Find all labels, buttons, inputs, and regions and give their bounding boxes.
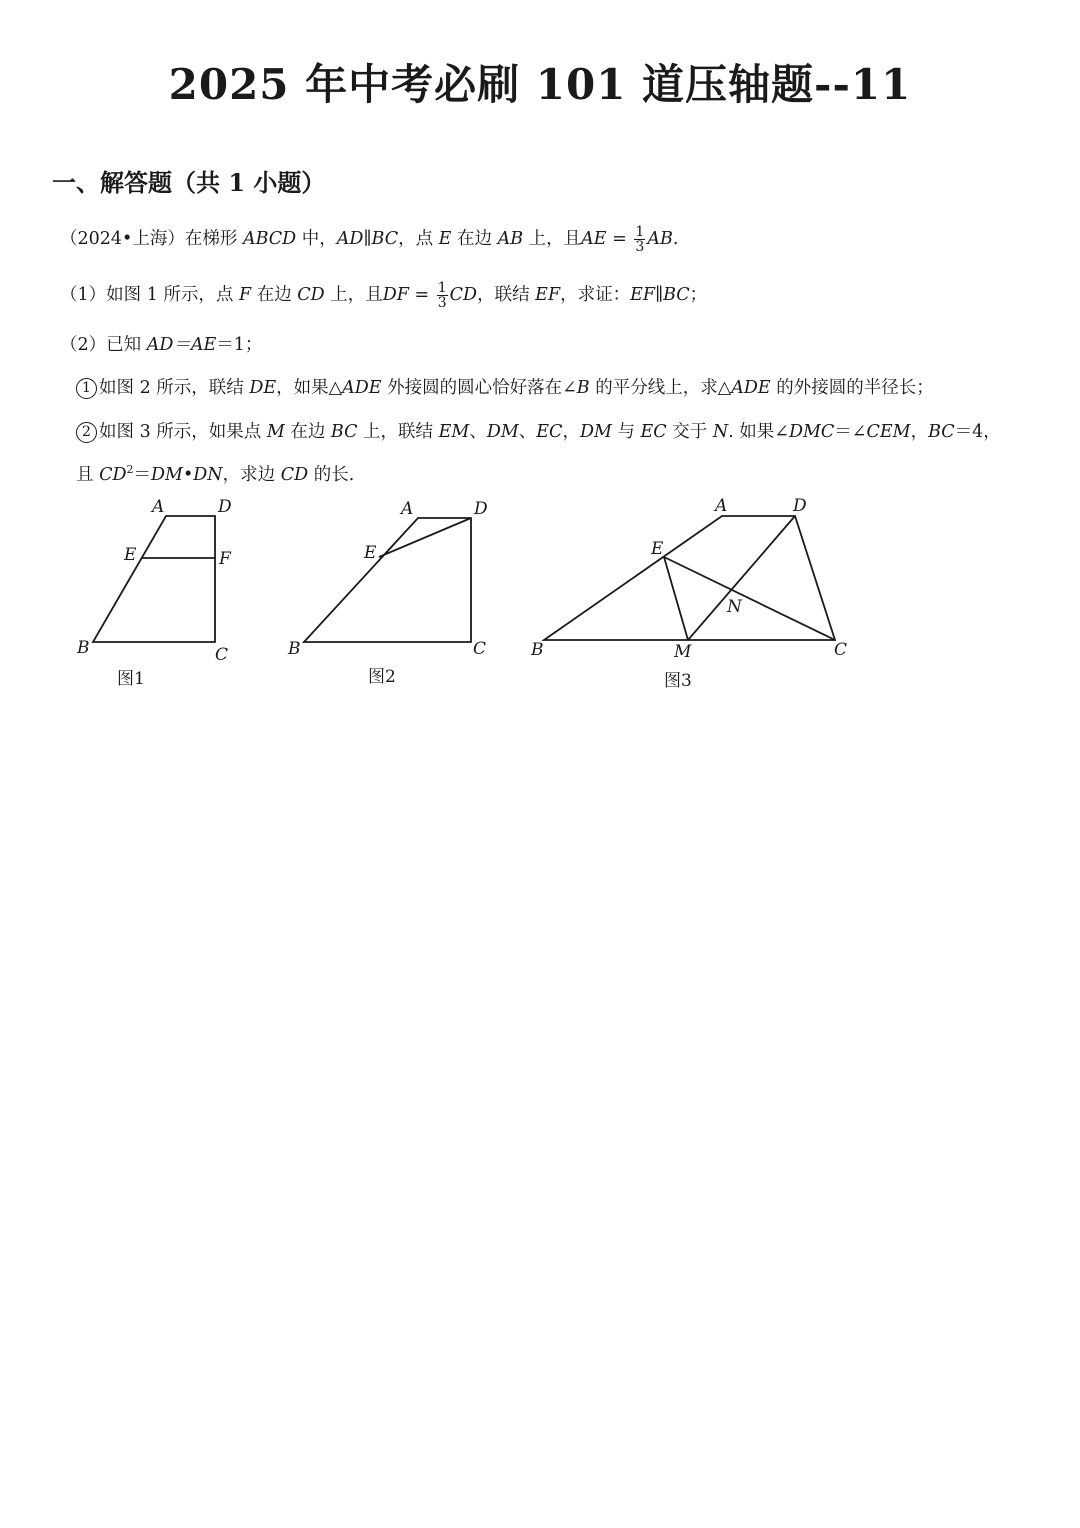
figures-area <box>0 490 1080 700</box>
fig3-label-n: N <box>727 597 742 617</box>
fig1-trapezoid <box>93 516 215 642</box>
fig1-label-e: E <box>124 545 137 565</box>
fig3-trapezoid <box>544 516 835 640</box>
figure-3 <box>530 496 847 691</box>
fig1-caption: 图1 <box>117 669 145 689</box>
figure-1 <box>76 497 232 689</box>
part-2-sub-2: 2 如图 3 所示，如果点 M 在边 BC 上，联结 EM、DM、EC，DM 与 EC 交于 N. 如果∠DMC＝∠CEM，BC＝4， <box>76 418 1001 443</box>
page-title: 2025 年中考必刷 101 道压轴题--11 <box>168 60 912 109</box>
fig2-label-b: B <box>288 639 301 659</box>
part-2: （2）已知 AD＝AE＝1； <box>60 335 263 355</box>
fig3-caption: 图3 <box>664 671 692 691</box>
part-2-sub-2-cont: 且 $CD^2=DM•DN$，求边 CD 的长. <box>76 463 355 485</box>
fraction-one-third: $\frac{1}{3}$ <box>437 280 447 311</box>
fig3-label-m: M <box>674 642 692 662</box>
fig2-label-a: A <box>401 499 414 519</box>
fig2-label-d: D <box>474 499 488 519</box>
fig1-label-a: A <box>152 497 165 517</box>
fig2-caption: 图2 <box>368 667 396 687</box>
fig2-trapezoid <box>304 518 471 642</box>
fig1-label-b: B <box>77 638 90 658</box>
fig3-segment-dm <box>688 516 795 640</box>
part-2-sub-1: 1 如图 2 所示，联结 DE，如果△ADE 外接圆的圆心恰好落在∠B 的平分线上，求△ADE 的外接圆的半径长； <box>76 374 934 399</box>
fig2-label-c: C <box>473 639 487 659</box>
fig3-label-a: A <box>715 496 728 516</box>
fig3-label-c: C <box>834 640 848 660</box>
problem-intro: （2024•上海）在梯形 ABCD 中，AD∥BC，点 E 在边 AB 上，且AE = $\frac{1}{3}$ AB. <box>60 224 679 255</box>
part-1: （1）如图 1 所示，点 F 在边 CD 上，且DF = $\frac{1}{3}$ CD，联结 EF，求证：EF∥BC； <box>60 280 708 311</box>
fig3-label-b: B <box>531 640 544 660</box>
fig1-label-c: C <box>215 645 229 665</box>
circled-number-2: 2 <box>76 422 97 443</box>
fig1-label-d: D <box>218 497 232 517</box>
fig2-label-e: E <box>364 543 377 563</box>
problem-source: （2024•上海） <box>60 229 185 249</box>
fraction-one-third: $\frac{1}{3}$ <box>635 224 645 255</box>
fig1-label-f: F <box>219 549 231 569</box>
section-heading: 一、解答题（共 1 小题） <box>52 168 326 197</box>
fig3-label-d: D <box>793 496 807 516</box>
fig3-label-e: E <box>651 539 664 559</box>
circled-number-1: 1 <box>76 378 97 399</box>
fig3-segment-em <box>664 557 688 640</box>
fig2-segment-de <box>379 518 471 557</box>
figure-2 <box>287 499 488 687</box>
